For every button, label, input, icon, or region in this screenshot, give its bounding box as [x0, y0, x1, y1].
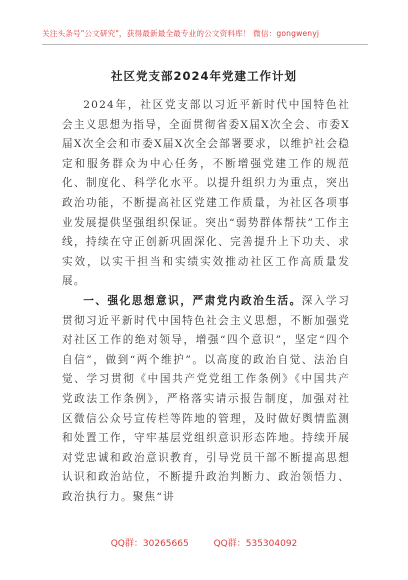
paragraph-section-1 — [62, 292, 350, 508]
page-header — [0, 0, 408, 40]
qq-group-2: QQ群：535304092 — [213, 539, 298, 549]
document-title: 社区党支部2024年党建工作计划 — [110, 69, 297, 83]
page-footer — [0, 536, 408, 549]
qq-group-1: QQ群：30265665 — [110, 539, 189, 549]
paragraph-text: 深入学习贯彻习近平新时代中国特色社会主义思想，不断加强党对社区工作的绝对领导，增强“四个意识”，坚定“四个自信”，做到“两个维护”。以高度的政治自觉、法治自觉、学习贯彻《中国共产党党组工作条例》《中国共产党政法工作条例》，严格落实请示报告制度，加强对社区微信公众号宣传栏等阵地的管理，及时做好舆情监测和处置工作，守牢基层党组织意识形态阵地。持续开展对党忠诚和政治意识教育，引导党员干部不断提高思想认识和政治站位，不断提升政治判断力、政治领悟力、政治执行力。聚焦“讲 — [62, 294, 350, 503]
section-heading: 一、强化思想意识，严肃党内政治生活。 — [83, 294, 302, 307]
header-divider — [42, 44, 368, 45]
paragraph-text: 2024年，社区党支部以习近平新时代中国特色社会主义思想为指导，全面贯彻省委X届X次全会、市委X届X次全会和市委X届X次全会部署要求，以维护社会稳定和服务群众为中心任务，不断增强党建工作的规范化、制度化、科学化水平。以提升组织力为重点，突出政治功能，不断提高社区党建工作质量，为社区各项事业发展提供坚强组织保证。突出“弱势群体帮扶”工作主线，持续在守正创新巩固深化、完善提升上下功夫、求实效，以实干担当和实绩实效推动社区工作高质量发展。 — [62, 99, 350, 288]
document-body — [62, 96, 350, 507]
promo-banner-text: 关注头条号"公文研究"，获得最新最全最专业的公文资料库！ 微信：gongwenyj — [42, 29, 320, 38]
paragraph-intro — [62, 96, 350, 292]
